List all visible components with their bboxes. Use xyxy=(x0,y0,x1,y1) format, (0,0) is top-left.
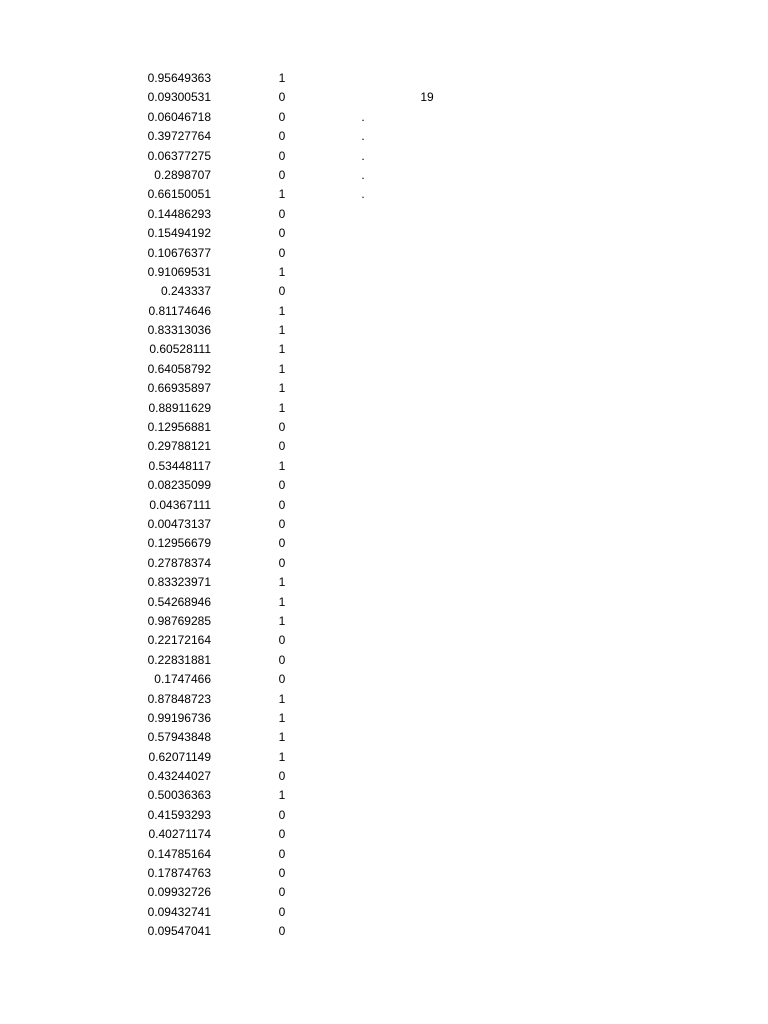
table-row xyxy=(0,573,768,592)
marker-cell[interactable]: . xyxy=(361,129,365,144)
label-cell[interactable]: 1 xyxy=(278,342,286,357)
table-row xyxy=(0,612,768,631)
table-row xyxy=(0,321,768,340)
table-row xyxy=(0,360,768,379)
label-cell[interactable]: 1 xyxy=(278,594,286,609)
value-cell[interactable]: 0.06377275 xyxy=(147,148,211,163)
table-row xyxy=(0,244,768,263)
table-row xyxy=(0,437,768,456)
marker-cell[interactable]: . xyxy=(361,187,365,202)
label-cell[interactable]: 0 xyxy=(278,167,286,182)
label-cell[interactable]: 0 xyxy=(278,90,286,105)
marker-cell[interactable]: . xyxy=(361,109,365,124)
table-row xyxy=(0,379,768,398)
value-cell[interactable]: 0.09547041 xyxy=(147,924,211,939)
table-row xyxy=(0,534,768,553)
label-cell[interactable]: 0 xyxy=(278,633,286,648)
value-cell[interactable]: 0.81174646 xyxy=(148,303,211,318)
table-row xyxy=(0,845,768,864)
label-cell[interactable]: 0 xyxy=(278,516,286,531)
value-cell[interactable]: 0.83313036 xyxy=(147,323,211,338)
value-cell[interactable]: 0.39727764 xyxy=(147,129,211,144)
value-cell[interactable]: 0.04367111 xyxy=(149,497,211,512)
value-cell[interactable]: 0.08235099 xyxy=(147,478,211,493)
table-row xyxy=(0,476,768,495)
label-cell[interactable]: 0 xyxy=(278,769,286,784)
value-cell[interactable]: 0.22831881 xyxy=(147,652,211,667)
value-cell[interactable]: 0.60528111 xyxy=(149,342,211,357)
table-row xyxy=(0,282,768,301)
value-cell[interactable]: 0.41593293 xyxy=(147,807,211,822)
table-row xyxy=(0,825,768,844)
table-row xyxy=(0,728,768,747)
label-cell[interactable]: 1 xyxy=(278,400,286,415)
label-cell[interactable]: 0 xyxy=(278,652,286,667)
label-cell[interactable]: 0 xyxy=(278,497,286,512)
label-cell[interactable]: 0 xyxy=(278,807,286,822)
value-cell[interactable]: 0.57943848 xyxy=(147,730,211,745)
value-cell[interactable]: 0.1747466 xyxy=(154,672,211,687)
label-cell[interactable]: 1 xyxy=(278,264,286,279)
value-cell[interactable]: 0.53448117 xyxy=(148,458,211,473)
table-row xyxy=(0,864,768,883)
value-cell[interactable]: 0.43244027 xyxy=(147,769,211,784)
table-row xyxy=(0,166,768,185)
label-cell[interactable]: 0 xyxy=(278,536,286,551)
label-cell[interactable]: 0 xyxy=(278,924,286,939)
table-row xyxy=(0,185,768,204)
value-cell[interactable]: 0.12956679 xyxy=(147,536,211,551)
data-sheet xyxy=(0,69,768,942)
table-row xyxy=(0,457,768,476)
label-cell[interactable]: 1 xyxy=(278,361,286,376)
label-cell[interactable]: 0 xyxy=(278,478,286,493)
table-row xyxy=(0,883,768,902)
table-row xyxy=(0,903,768,922)
value-cell[interactable]: 0.15494192 xyxy=(147,226,211,241)
table-row xyxy=(0,515,768,534)
value-cell[interactable]: 0.10676377 xyxy=(147,245,211,260)
value-cell[interactable]: 0.88911629 xyxy=(148,400,211,415)
table-row xyxy=(0,69,768,88)
value-cell[interactable]: 0.27878374 xyxy=(147,555,211,570)
label-cell[interactable]: 1 xyxy=(278,613,286,628)
label-cell[interactable]: 0 xyxy=(278,555,286,570)
label-cell[interactable]: 0 xyxy=(278,420,286,435)
table-row xyxy=(0,340,768,359)
label-cell[interactable]: 1 xyxy=(278,71,286,85)
table-row xyxy=(0,748,768,767)
table-row xyxy=(0,806,768,825)
table-row xyxy=(0,108,768,127)
value-cell[interactable]: 0.14785164 xyxy=(147,846,211,861)
value-cell[interactable]: 0.09300531 xyxy=(147,90,211,105)
value-cell[interactable]: 0.29788121 xyxy=(147,439,211,454)
marker-cell[interactable]: . xyxy=(361,148,365,163)
table-row xyxy=(0,709,768,728)
value-cell[interactable]: 0.17874763 xyxy=(147,866,211,881)
table-row xyxy=(0,593,768,612)
label-cell[interactable]: 0 xyxy=(278,672,286,687)
value-cell[interactable]: 0.22172164 xyxy=(147,633,211,648)
table-row xyxy=(0,147,768,166)
label-cell[interactable]: 1 xyxy=(278,749,286,764)
label-cell[interactable]: 1 xyxy=(278,730,286,745)
value-cell[interactable]: 0.54268946 xyxy=(147,594,211,609)
table-row xyxy=(0,631,768,650)
table-row xyxy=(0,205,768,224)
label-cell[interactable]: 1 xyxy=(278,381,286,396)
table-row xyxy=(0,224,768,243)
value-cell[interactable]: 0.66935897 xyxy=(147,381,211,396)
label-cell[interactable]: 0 xyxy=(278,109,286,124)
table-row xyxy=(0,554,768,573)
value-cell[interactable]: 0.09932726 xyxy=(147,885,211,900)
label-cell[interactable]: 0 xyxy=(278,129,286,144)
value-cell[interactable]: 0.09432741 xyxy=(147,904,211,919)
count-cell[interactable]: 19 xyxy=(420,90,434,105)
label-cell[interactable]: 0 xyxy=(278,885,286,900)
table-row xyxy=(0,263,768,282)
table-row xyxy=(0,496,768,515)
table-row xyxy=(0,670,768,689)
label-cell[interactable]: 0 xyxy=(278,206,286,221)
table-row xyxy=(0,88,768,107)
value-cell[interactable]: 0.00473137 xyxy=(147,516,211,531)
table-row xyxy=(0,651,768,670)
label-cell[interactable]: 0 xyxy=(278,904,286,919)
label-cell[interactable]: 1 xyxy=(278,691,286,706)
value-cell[interactable]: 0.83323971 xyxy=(147,575,211,590)
value-cell[interactable]: 0.98769285 xyxy=(147,613,211,628)
value-cell[interactable]: 0.62071149 xyxy=(148,749,211,764)
value-cell[interactable]: 0.50036363 xyxy=(147,788,211,803)
label-cell[interactable]: 0 xyxy=(278,245,286,260)
table-row xyxy=(0,690,768,709)
value-cell[interactable]: 0.66150051 xyxy=(147,187,211,202)
label-cell[interactable]: 0 xyxy=(278,284,286,299)
label-cell[interactable]: 1 xyxy=(278,575,286,590)
label-cell[interactable]: 0 xyxy=(278,846,286,861)
table-row xyxy=(0,127,768,146)
value-cell[interactable]: 0.87848723 xyxy=(147,691,211,706)
label-cell[interactable]: 1 xyxy=(278,303,286,318)
value-cell[interactable]: 0.95649363 xyxy=(147,71,211,85)
label-cell[interactable]: 0 xyxy=(278,866,286,881)
label-cell[interactable]: 0 xyxy=(278,439,286,454)
value-cell[interactable]: 0.12956881 xyxy=(147,420,211,435)
table-row xyxy=(0,922,768,941)
table-row xyxy=(0,399,768,418)
label-cell[interactable]: 0 xyxy=(278,226,286,241)
table-row xyxy=(0,302,768,321)
value-cell[interactable]: 0.06046718 xyxy=(147,109,211,124)
label-cell[interactable]: 1 xyxy=(278,323,286,338)
marker-cell[interactable]: . xyxy=(361,167,365,182)
label-cell[interactable]: 1 xyxy=(278,187,286,202)
label-cell[interactable]: 1 xyxy=(278,710,286,725)
value-cell[interactable]: 0.91069531 xyxy=(147,264,211,279)
table-row xyxy=(0,418,768,437)
table-row xyxy=(0,767,768,786)
label-cell[interactable]: 1 xyxy=(278,458,286,473)
label-cell[interactable]: 0 xyxy=(278,148,286,163)
table-row xyxy=(0,786,768,805)
value-cell[interactable]: 0.14486293 xyxy=(147,206,211,221)
value-cell[interactable]: 0.243337 xyxy=(160,284,211,299)
value-cell[interactable]: 0.99196736 xyxy=(147,710,211,725)
value-cell[interactable]: 0.64058792 xyxy=(147,361,211,376)
label-cell[interactable]: 0 xyxy=(278,827,286,842)
label-cell[interactable]: 1 xyxy=(278,788,286,803)
value-cell[interactable]: 0.40271174 xyxy=(148,827,211,842)
value-cell[interactable]: 0.2898707 xyxy=(154,167,211,182)
